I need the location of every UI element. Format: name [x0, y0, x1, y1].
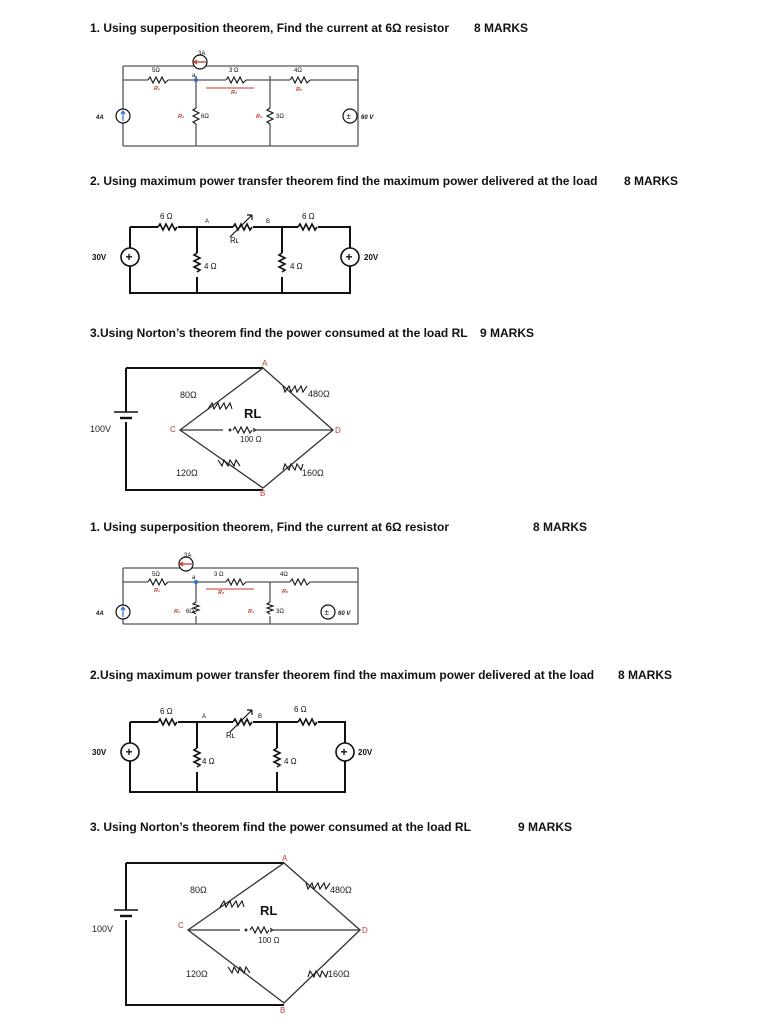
r1-value: 5Ω [152, 68, 160, 74]
current-source-top-icon [193, 55, 207, 69]
r4-value: 3Ω [276, 609, 284, 615]
node-d-label: D [362, 926, 368, 935]
resistor-r2 [193, 108, 199, 124]
r5-value: 4Ω [294, 68, 302, 74]
resistor-6ohm-left [158, 224, 177, 230]
svg-text:+: + [345, 250, 353, 264]
current-top-label: 3A [198, 51, 206, 57]
resistor-r5 [290, 579, 310, 585]
r-mid-left-value: 4 Ω [202, 757, 215, 766]
r-cb-value: 120Ω [186, 969, 208, 979]
node-c-label: C [170, 425, 176, 434]
svg-text:+: + [125, 250, 133, 264]
voltage-source-left-icon [121, 248, 139, 266]
resistor-r3 [226, 77, 246, 83]
v-left-label: 30V [92, 253, 107, 262]
source-right-label: 60 V [338, 611, 351, 617]
node-a-label: A [205, 219, 210, 225]
v-right-label: 20V [364, 253, 379, 262]
rl-label: RL [260, 903, 278, 918]
question-6-text: 3. Using Norton’s theorem find the power consumed at the load RL [90, 820, 471, 834]
r3-sub: R₃ [231, 90, 238, 96]
svg-text:±: ± [324, 608, 329, 617]
node-d-label: D [335, 426, 341, 435]
r5-value: 4Ω [280, 572, 288, 578]
question-5-text: 2.Using maximum power transfer theorem find the maximum power delivered at the load [90, 668, 595, 682]
source-right-label: 60 V [361, 115, 374, 121]
resistor-r3 [226, 579, 246, 585]
question-6-marks: 9 MARKS [518, 820, 573, 834]
node-b-label: B [280, 1006, 286, 1015]
resistor-4ohm-right [274, 748, 280, 767]
current-source-left-icon [116, 109, 130, 123]
current-top-label: 3A [184, 553, 192, 559]
variable-resistor-rl-icon [230, 215, 252, 237]
battery-icon [114, 910, 138, 916]
circuit-6-diagram [88, 855, 378, 1015]
voltage-source-left-icon [121, 743, 139, 761]
node-a-label: a [192, 575, 196, 581]
voltage-source-right-icon [321, 605, 335, 619]
question-2-marks: 8 MARKS [624, 174, 679, 188]
resistor-6ohm-left [158, 719, 177, 725]
question-3-text: 3.Using Norton’s theorem find the power consumed at the load RL [90, 326, 468, 340]
resistor-r1 [148, 77, 168, 83]
source-label: 100V [90, 424, 112, 434]
question-2-text: 2. Using maximum power transfer theorem find the maximum power delivered at the load [90, 174, 598, 188]
resistor-80ohm [220, 901, 244, 907]
question-5-marks: 8 MARKS [618, 668, 673, 682]
rl-value: 100 Ω [258, 936, 280, 945]
r3-value: 3 Ω [229, 68, 239, 74]
resistor-4ohm-left [194, 253, 200, 272]
r1-sub: R₁ [154, 588, 160, 594]
r-cb-value: 120Ω [176, 468, 198, 478]
rl-label: Rʟ [230, 236, 240, 245]
node-b-label: B [260, 489, 266, 498]
node-b-label: B [258, 714, 263, 720]
voltage-source-right-icon [336, 743, 354, 761]
resistor-r2 [193, 602, 199, 614]
question-4-text: 1. Using superposition theorem, Find the current at 6Ω resistor [90, 520, 450, 534]
r-ca-value: 80Ω [180, 390, 197, 400]
r2-value: 6Ω [201, 114, 209, 120]
resistor-120ohm [228, 967, 250, 973]
resistor-6ohm-right [298, 224, 317, 230]
v-right-label: 20V [358, 748, 373, 757]
resistor-rl [250, 927, 269, 933]
resistor-480ohm [306, 883, 330, 889]
r-mid-right-value: 4 Ω [290, 262, 303, 271]
resistor-480ohm [283, 386, 307, 392]
variable-resistor-rl-icon [230, 710, 252, 732]
resistor-r4 [267, 108, 273, 124]
r1-value: 5Ω [152, 572, 160, 578]
r5-sub: R₅ [296, 87, 303, 93]
rl-label: RL [244, 406, 262, 421]
resistor-120ohm [218, 460, 240, 466]
resistor-r1 [148, 579, 168, 585]
svg-text:+: + [125, 745, 133, 759]
current-source-left-icon [116, 605, 130, 619]
r-right-value: 6 Ω [294, 705, 307, 714]
r-bd-value: 160Ω [328, 969, 350, 979]
node-c-label: C [178, 921, 184, 930]
resistor-rl [233, 427, 252, 433]
node-a-label: A [282, 854, 288, 863]
r4-sub: R₄ [248, 609, 255, 615]
svg-text:+: + [340, 745, 348, 759]
node-a-label: a [192, 73, 196, 79]
r-left-value: 6 Ω [160, 212, 173, 221]
resistor-4ohm-right [279, 253, 285, 272]
r-ad-value: 480Ω [330, 885, 352, 895]
question-1-text: 1. Using superposition theorem, Find the current at 6Ω resistor [90, 21, 450, 35]
svg-text:±: ± [346, 112, 351, 121]
node-a-label: A [262, 359, 268, 368]
resistor-r4 [267, 602, 273, 614]
circuit-1-diagram [88, 50, 378, 135]
r-ad-value: 480Ω [308, 389, 330, 399]
r2-sub: R₂ [174, 609, 181, 615]
r4-value: 3Ω [276, 114, 284, 120]
source-label: 100V [92, 924, 114, 934]
rl-label: Rʟ [226, 731, 236, 740]
question-1-marks: 8 MARKS [474, 21, 529, 35]
v-left-label: 30V [92, 748, 107, 757]
r-left-value: 6 Ω [160, 707, 173, 716]
battery-icon [114, 412, 138, 418]
r2-value: 6Ω [186, 609, 194, 615]
r4-sub: R₄ [256, 114, 263, 120]
node-b-label: B [266, 219, 271, 225]
circuit-3-diagram [88, 360, 368, 500]
r5-sub: R₅ [282, 589, 289, 595]
r-mid-left-value: 4 Ω [204, 262, 217, 271]
question-4-marks: 8 MARKS [533, 520, 588, 534]
rl-value: 100 Ω [240, 435, 262, 444]
r1-sub: R₁ [154, 86, 160, 92]
circuit-5-diagram [90, 700, 410, 800]
resistor-160ohm [308, 971, 328, 977]
r3-value: 3 Ω [214, 572, 224, 578]
r2-sub: R₂ [178, 114, 185, 120]
current-source-top-icon [179, 557, 193, 571]
r-mid-right-value: 4 Ω [284, 757, 297, 766]
resistor-r5 [290, 77, 310, 83]
resistor-4ohm-left [194, 748, 200, 767]
r-ca-value: 80Ω [190, 885, 207, 895]
source-left-label: 4A [96, 115, 104, 121]
source-left-label: 4A [96, 611, 104, 617]
r-bd-value: 160Ω [302, 468, 324, 478]
resistor-6ohm-right [298, 719, 317, 725]
circuit-4-diagram [88, 552, 378, 637]
circuit-2-diagram [90, 205, 410, 305]
voltage-source-right-icon [343, 109, 357, 123]
r3-sub: R₃ [218, 590, 225, 596]
node-a-label: A [202, 714, 207, 720]
voltage-source-right-icon [341, 248, 359, 266]
r-right-value: 6 Ω [302, 212, 315, 221]
question-3-marks: 9 MARKS [480, 326, 535, 340]
